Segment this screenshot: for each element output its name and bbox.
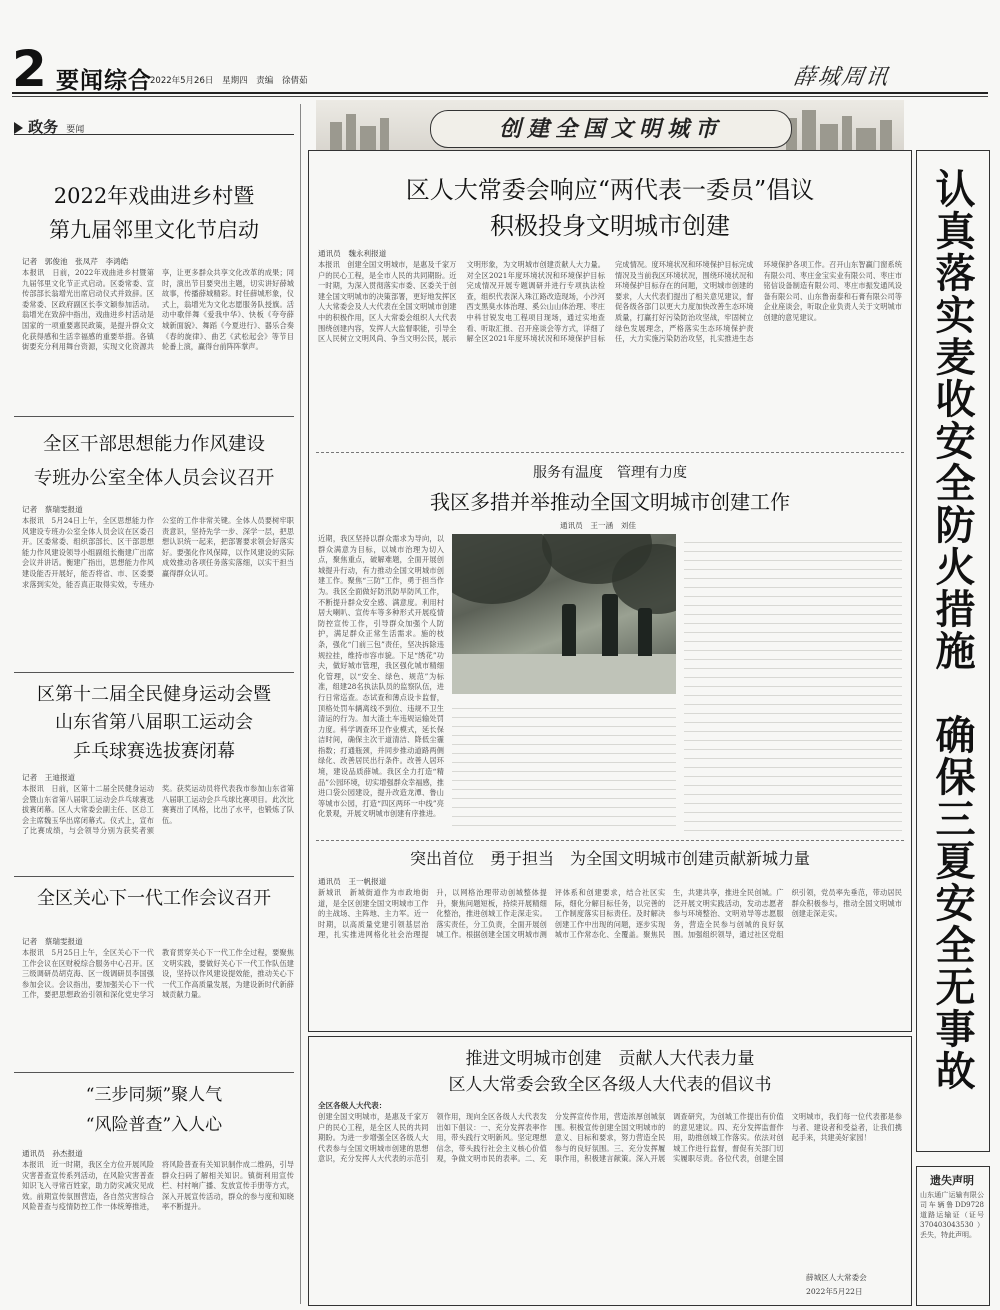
issue-weekday: 星期四: [222, 76, 248, 86]
article-kicker: 服务有温度 管理有力度: [533, 465, 687, 481]
article-byline: 记者 王迪报道: [22, 773, 76, 782]
article-body: 本报讯 5月24日上午，全区思想能力作风建设专班办公室全体人员会议在区委召开。区委常委、组织部部长、区干部思想能力作风建设领导小组副组长衡建广出席会议并讲话。衡建广指出，思想能力作风建设能否开展好，能否将省、市、区委要求落到实处，能否真正取得实效，专班办公室的工作非常关键。全体人员要树牢职责意识，坚持先学一步、深学一层，把思想认识统一起来，把部署要求领会好落实好。要强化作风保障，以作风建设的实际成效推动各项任务落实落细，以实干担当赢得群众认可。: [22, 516, 294, 589]
editor-label: 责编: [256, 76, 274, 86]
article-body: 本报讯 创建全国文明城市，是惠及千家万户的民心工程，是全市人民的共同期盼。近一时期，为深入贯彻落实市委、区委关于创建全国文明城市的决策部署，更好地发挥区人大常委会及人大代表在全国文明城市创建中的积极作用，区人大常委会组织人大代表围绕创建内容，发挥人大监督职能，引导全区人民树立文明风尚、争当文明公民，展示文明形象，为文明城市创建贡献人大力量。对全区2021年度环境状况和环境保护目标完成情况开展专题调研并进行专项执法检查，组织代表深入珠江路改造现场，小沙河西支黑臭水体治理、奚公山山体治理、枣庄中科甘锐发电工程项目现场，通过实地查看、听取汇报、召开座谈会等方式，详细了解全区2021年度环境状况和环境保护目标完成情况。度环境状况和环境保护目标完成情况及当前我区环境状况，围绕环境状况和环境保护目标存在的问题，文明城市创建的要求，人大代表们提出了相关意见建议，督促各级各部门以更大力度加快改善生态环境质量，打赢打好污染防治攻坚战，牢固树立绿色发展理念，严格落实生态环境保护责任，大力实施污染防治攻坚，扎实推进生态环境保护各项工作。召开山东智赢门窗系统有限公司、枣庄金宝实业有限公司、枣庄市铭信设备制造有限公司、枣庄市振发通风设备有限公司、山东鲁南泰和石膏有限公司等企业座谈会，听取企业负责人关于文明城市创建的意见建议。: [318, 260, 902, 344]
article-body: 本报讯 日前，区第十二届全民健身运动会暨山东省第八届职工运动会乒乓球赛选拔赛闭幕。区人大常委会副主任、区总工会主席魏玉华出席闭幕式。仪式上，宣布了比赛成绩，与会领导分别为获奖者颁奖。获奖运动员将代表我市参加山东省第八届职工运动会乒乓球比赛项目。此次比赛赛出了风格，比出了水平，也锻炼了队伍。: [22, 784, 294, 836]
article-title-line: 突出首位 勇于担当 为全国文明城市创建贡献新城力量: [409, 849, 810, 868]
proposal-salutation: 全区各级人大代表：: [318, 1101, 387, 1110]
article-body-continued: [684, 534, 902, 834]
divider: [14, 876, 294, 877]
article-body: 本报讯 近一时期，我区全方位开展风险灾害普查宣传系列活动，在风险灾害普查知识飞入寻常百姓家，助力防灾减灾见成效。前期宣传氛围营造，各自然灾害综合风险普查与疫情防控工作一体统筹推进，将风险普查有关知识制作成二维码，引导群众扫码了解相关知识。镇街利用宣传栏、村村响广播、发放宣传手册等方式，深入开展宣传活动，群众的参与度和知晓率不断提升。: [22, 1160, 294, 1212]
issue-date: 2022年5月26日: [150, 76, 214, 86]
article-title-line: 全区干部思想能力作风建设: [42, 434, 265, 455]
masthead-rule: [12, 92, 988, 94]
article-body-continued: [452, 700, 676, 834]
divider: [316, 452, 904, 453]
article-byline: 记者 蔡瑞雯报道: [22, 937, 83, 946]
article-byline: 通讯员 孙杰报道: [22, 1149, 83, 1158]
article-title-line: 区人大常委会致全区各级人大代表的倡议书: [448, 1075, 772, 1095]
article-title-line: 区第十二届全民健身运动会暨: [37, 684, 271, 705]
column-divider: [300, 104, 301, 1304]
section-label: [14, 116, 294, 135]
banner-label-box: [430, 110, 792, 148]
article-body: 本报讯 日前，2022年戏曲进乡村暨第九届邻里文化节正式启动。区委常委、宣传部部长翁增光出席启动仪式并致辞。区委常委、区政府副区长李文颖参加活动。翁增光在致辞中指出，戏曲进乡村活动是国家的一项重要惠民政策，是提升群众文化获得感和生活幸福感的重要举措。各镇街要充分利用舞台资源，实现文化资源共享，让更多群众共享文化改革的成果；同时，演出节目要突出主题，切实讲好薛城故事，传播薛城精彩。时任薛城形象，仪式上，翁增光为文化志愿服务队授旗。活动中歌伴舞《爱我中华》、快板《夸夸薛城新面貌》、舞蹈《今夏进行》、器乐合奏《春的旋律》、曲艺《武松起会》等节目轮番上演，赢得台前阵阵掌声。: [22, 268, 294, 352]
article-title-line: 推进文明城市创建 贡献人大代表力量: [465, 1049, 755, 1069]
editor-name: 徐倩茹: [282, 76, 308, 86]
article-title-line: 乒乓球赛选拔赛闭幕: [73, 741, 235, 762]
article-byline: 通讯员 魏永利报道: [318, 249, 387, 258]
article-title-line: 第九届邻里文化节启动: [49, 218, 259, 242]
article-title-line: 区人大常委会响应“两代表一委员”倡议: [405, 176, 815, 204]
divider: [14, 672, 294, 673]
article-title-line: “风险普查”入人心: [85, 1115, 223, 1135]
article-byline: 记者 郭俊池 张凤芹 李鸿皓: [22, 257, 129, 266]
proposal-date: 2022年5月22日: [806, 1287, 863, 1296]
banner-label: 创建全国文明城市: [498, 116, 723, 142]
article-body: 近期，我区坚持以群众需求为导向，以群众满意为目标，以城市治理为切入点，聚焦重点，破解难题，全面开展创城提升行动，有力推动全国文明城市创建工作。聚焦“三防”工作，勇于担当作为。我区全面做好防汛防旱防风工作，不断提升群众安全感、满意度。利用村居大喇叭、宣传车等多种形式开展疫情防控宣传工作，引导群众加强个人防护，满足群众正常生活需求。施的枝条，强化“门前三包”责任，坚决拆除违规拉挂，维持市容市貌。下足“绣花”功夫，做好城市管理，我区强化城市精细化管理，以“安全、绿色、规范”为标准，组建28名执法队员的监察队伍，进行日常巡查。态试查和薄点设卡监督，顶格处罚车辆离线不到位、违规不卫生清运的行为。加大渣土车违规运输处罚力度。科学调查环卫作业模式，延长保洁时间，确保主次干道清洁、降低尘霾指数；打通瓶颈，并同步推动道路两侧绿化、改善居民出行条件。改善人居环境，建设品质薛城。我区全力打造“精品”公园环境，切实增强群众幸福感，推进口袋公园建设，提升改造龙潭、鲁山等城市公园，打造“四区两环一中线”亮化景观，开展文明城市创建有序推进。: [318, 534, 444, 819]
divider: [14, 1072, 294, 1073]
article-byline: 通讯员 王一涵 刘佳: [560, 521, 636, 530]
page-number: 2: [12, 40, 47, 98]
article-body: 创建全国文明城市，是惠及千家万户的民心工程，是全区人民的共同期盼。为进一步增强全区各级人大代表参与全国文明城市创建的思想意识，充分发挥人大代表的示范引领作用，现向全区各级人大代表发出如下倡议：一、充分发挥表率作用，带头践行文明新风。坚定理想信念，带头践行社会主义核心价值观，争做文明市民的表率。二、充分发挥宣传作用，营造浓厚创城氛围。积极宣传创建全国文明城市的意义、目标和要求，努力营造全民参与的良好氛围。三、充分发挥履职作用，积极建言献策。深入开展调查研究，为创城工作提出有价值的意见建议。四、充分发挥监督作用，助推创城工作落实。依法对创城工作进行监督，督促有关部门切实履职尽责。各位代表，创建全国文明城市，我们每一位代表都是参与者、建设者和受益者，让我们携起手来，共建美好家园！: [318, 1112, 902, 1164]
issue-info: [150, 74, 308, 86]
article-body: 本报讯 5月25日上午，全区关心下一代工作会议在区财税综合服务中心召开。区三级调研员胡克海、区一级调研员李国强参加会议。会议指出，要加强关心下一代工作，要把思想政治引领和深化党史学习教育贯穿关心下一代工作全过程，要聚焦文明实践，要做好关心下一代工作队伍建设，坚持以作风建设提效能，推动关心下一代工作高质量发展，为建设新时代新薛城贡献力量。: [22, 948, 294, 1000]
article-title-line: 山东省第八届职工运动会: [55, 712, 253, 733]
article-title-line: 全区关心下一代工作会议召开: [37, 888, 271, 909]
article-title-line: 我区多措并举推动全国文明城市创建工作: [430, 490, 790, 514]
article-title-line: 2022年戏曲进乡村暨: [53, 184, 255, 208]
article-byline: 通讯员 王一帆报道: [318, 877, 387, 886]
section-label-sub: 要闻: [66, 125, 85, 135]
paper-logo: 薛城周讯: [791, 65, 892, 90]
section-title: 要闻综合: [56, 68, 152, 94]
notice-body: 山东通广运输有限公司车辆鲁DD9728道路运输证（证号370403043530）丢失，特此声明。: [920, 1191, 984, 1239]
slogan-text: 认真落实麦收安全防火措施 确保三夏安全无事故: [929, 168, 976, 1092]
masthead-rule-thin: [12, 96, 988, 97]
divider: [316, 840, 904, 841]
article-body: 新城讯 新城街道作为市政地街道，是全区创建全国文明城市工作的主战场、主阵地、主力军。近一时期，以高质量党建引领基层治理，扎实推进网格化社会治理提升，以网格治理带动创城整体提升，聚焦问题短板，持续开展精细化整治，推进创城工作走深走实。落实责任，分工负责，全面开展创城工作。根据创建全国文明城市测评体系和创建要求，结合社区实际，细化分解目标任务，以完善的工作制度落实目标责任。及时解决创建工作中出现的问题，逐步实现城市工作常态化、全覆盖。聚焦民生，共建共享，推进全民创城。广泛开展文明实践活动，发动志愿者参与环境整治、文明劝导等志愿服务，营造全民参与创城的良好氛围。加强组织领导，通过社区党组织引领，党员率先垂范，带动居民群众积极参与，推动全国文明城市创建走深走实。: [318, 888, 902, 940]
divider: [14, 416, 294, 417]
article-title-line: “三步同频”聚人气: [85, 1085, 223, 1105]
article-title-line: 专班办公室全体人员会议召开: [33, 468, 275, 489]
section-label-main: 政务: [28, 118, 59, 136]
article-byline: 记者 蔡瑞雯报道: [22, 505, 83, 514]
triangle-icon: [14, 122, 23, 134]
article-title-line: 积极投身文明城市创建: [490, 212, 730, 240]
street-cleaning-photo: [452, 534, 676, 694]
notice-title: 遗失声明: [930, 1174, 974, 1187]
proposal-signature: 薛城区人大常委会: [806, 1273, 867, 1282]
